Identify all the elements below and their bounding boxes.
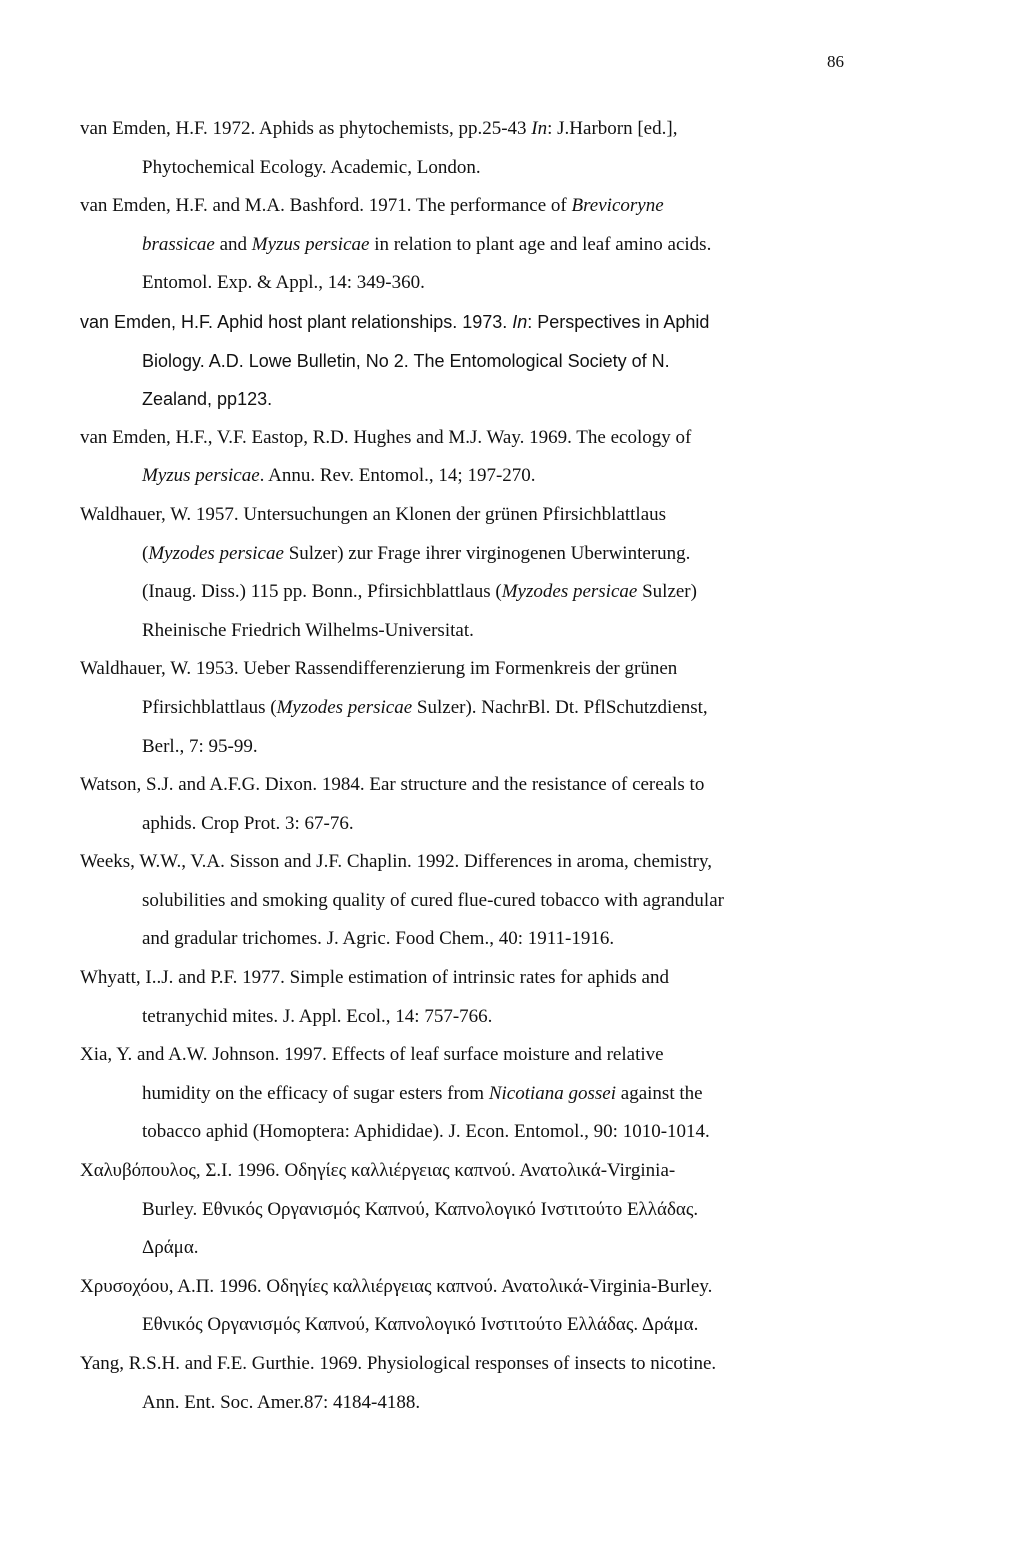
reference-line <box>80 728 850 767</box>
reference-text: (Inaug. Diss.) 115 pp. Bonn., Pfirsichblattlaus ( <box>142 581 502 603</box>
reference-line <box>80 1345 850 1384</box>
reference-line <box>80 1113 850 1152</box>
reference-text: solubilities and smoking quality of cured flue-cured tobacco with agrandular <box>142 889 724 911</box>
reference-text: against the <box>616 1082 703 1104</box>
reference-text: Sulzer) <box>637 581 697 603</box>
reference-entry <box>80 1345 850 1422</box>
reference-text: van Emden, H.F. 1972. Aphids as phytochemists, pp.25-43 <box>80 118 532 139</box>
reference-text: aphids. Crop Prot. 3: 67-76. <box>142 812 354 834</box>
reference-line <box>80 226 850 265</box>
reference-text: Phytochemical Ecology. Academic, London. <box>142 156 481 178</box>
reference-text: and <box>214 233 252 255</box>
reference-text: Myzus persicae <box>251 233 370 255</box>
reference-text: tobacco aphid (Homoptera: Aphididae). J. Econ. Entomol., 90: 1010-1014. <box>142 1121 710 1143</box>
reference-line <box>80 573 850 612</box>
reference-text: Sulzer). NachrBl. Dt. PflSchutzdienst, <box>412 696 708 718</box>
reference-text: Εθνικός Οργανισμός Καπνού, Καπνολογικό Ινστιτούτο Ελλάδας. Δράμα. <box>142 1314 699 1336</box>
reference-line <box>80 342 850 381</box>
reference-line <box>80 805 850 844</box>
reference-text: Χρυσοχόου, Α.Π. 1996. Οδηγίες καλλιέργειας καπνού. Ανατολικά-Virginia-Burley. <box>80 1275 713 1297</box>
reference-text: Biology. A.D. Lowe Bulletin, No 2. The Entomological Society of N. <box>142 350 670 371</box>
reference-text: Entomol. Exp. & Appl., 14: 349-360. <box>142 272 425 294</box>
reference-entry <box>80 843 850 959</box>
reference-text: Brevicoryne <box>571 195 664 217</box>
reference-text: tetranychid mites. J. Appl. Ecol., 14: 757-766. <box>142 1005 493 1027</box>
reference-text: Rheinische Friedrich Wilhelms-Universitat. <box>142 619 474 641</box>
reference-line <box>80 1075 850 1114</box>
reference-line <box>80 264 850 303</box>
reference-line <box>80 689 850 728</box>
reference-text: Waldhauer, W. 1957. Untersuchungen an Klonen der grünen Pfirsichblattlaus <box>80 503 667 525</box>
reference-entry <box>80 766 850 843</box>
reference-text: In <box>531 118 548 139</box>
reference-entry <box>80 1152 850 1268</box>
reference-line <box>80 650 850 689</box>
reference-text: Weeks, W.W., V.A. Sisson and J.F. Chaplin. 1992. Differences in aroma, chemistry, <box>80 851 712 873</box>
reference-text: van Emden, H.F. Aphid host plant relationships. 1973. <box>80 311 513 332</box>
reference-text: Zealand, pp123. <box>142 389 273 410</box>
reference-line <box>80 149 850 188</box>
reference-text: Myzodes persicae <box>501 581 638 603</box>
reference-text: . Annu. Rev. Entomol., 14; 197-270. <box>259 465 536 487</box>
reference-list <box>80 110 850 1422</box>
reference-text: Yang, R.S.H. and F.E. Gurthie. 1969. Physiological responses of insects to nicotine. <box>80 1353 717 1374</box>
reference-line <box>80 843 850 882</box>
reference-entry <box>80 419 850 496</box>
reference-text: humidity on the efficacy of sugar esters from <box>142 1082 489 1104</box>
reference-line <box>80 1036 850 1075</box>
reference-text: Myzus persicae <box>142 465 260 487</box>
reference-entry <box>80 303 850 419</box>
reference-text: In <box>512 311 528 332</box>
reference-text: Burley. Εθνικός Οργανισμός Καπνού, Καπνολογικό Ινστιτούτο Ελλάδας. <box>142 1198 699 1220</box>
reference-text: Δράμα. <box>142 1237 199 1259</box>
reference-text: : J.Harborn [ed.], <box>547 118 678 139</box>
reference-text: Whyatt, I..J. and P.F. 1977. Simple estimation of intrinsic rates for aphids and <box>80 967 669 989</box>
page-number: 86 <box>827 52 844 71</box>
reference-entry <box>80 1036 850 1152</box>
reference-line <box>80 110 850 149</box>
reference-text: Pfirsichblattlaus ( <box>142 696 277 718</box>
reference-text: brassicae <box>142 233 215 255</box>
reference-line <box>80 1384 850 1423</box>
reference-line <box>80 1268 850 1307</box>
reference-text: ( <box>142 542 149 564</box>
reference-line <box>80 1306 850 1345</box>
reference-line <box>80 766 850 805</box>
reference-text: Myzodes persicae <box>148 542 284 564</box>
reference-text: in relation to plant age and leaf amino acids. <box>369 233 712 255</box>
reference-text: Xia, Y. and A.W. Johnson. 1997. Effects of leaf surface moisture and relative <box>80 1044 664 1066</box>
reference-text: Waldhauer, W. 1953. Ueber Rassendifferenzierung im Formenkreis der grünen <box>80 658 678 680</box>
reference-text: Χαλυβόπουλος, Σ.Ι. 1996. Οδηγίες καλλιέργειας καπνού. Ανατολικά-Virginia- <box>80 1160 676 1182</box>
reference-text: van Emden, H.F. and M.A. Bashford. 1971. The performance of <box>80 195 572 217</box>
reference-entry <box>80 110 850 187</box>
reference-text: van Emden, H.F., V.F. Eastop, R.D. Hughes and M.J. Way. 1969. The ecology of <box>80 426 692 448</box>
reference-text: Sulzer) zur Frage ihrer virginogenen Uberwinterung. <box>283 542 691 564</box>
reference-line <box>80 535 850 574</box>
reference-text: Myzodes persicae <box>276 696 413 718</box>
reference-text: Nicotiana gossei <box>488 1082 617 1104</box>
reference-text: Watson, S.J. and A.F.G. Dixon. 1984. Ear structure and the resistance of cereals to <box>80 774 705 796</box>
reference-line <box>80 612 850 651</box>
reference-line <box>80 998 850 1037</box>
reference-line <box>80 959 850 998</box>
reference-line <box>80 1152 850 1191</box>
reference-entry <box>80 959 850 1036</box>
reference-text: Ann. Ent. Soc. Amer.87: 4184-4188. <box>142 1391 421 1413</box>
reference-line <box>80 1229 850 1268</box>
reference-line <box>80 457 850 496</box>
reference-line <box>80 920 850 959</box>
reference-entry <box>80 1268 850 1345</box>
reference-entry <box>80 496 850 650</box>
reference-line <box>80 882 850 921</box>
reference-entry <box>80 650 850 766</box>
reference-line <box>80 303 850 342</box>
reference-text: : Perspectives in Aphid <box>527 311 710 332</box>
reference-line <box>80 187 850 226</box>
reference-entry <box>80 187 850 303</box>
reference-text: and gradular trichomes. J. Agric. Food Chem., 40: 1911-1916. <box>142 928 615 950</box>
reference-line <box>80 419 850 458</box>
reference-line <box>80 380 850 419</box>
reference-text: Berl., 7: 95-99. <box>142 735 258 757</box>
reference-line <box>80 1191 850 1230</box>
reference-line <box>80 496 850 535</box>
